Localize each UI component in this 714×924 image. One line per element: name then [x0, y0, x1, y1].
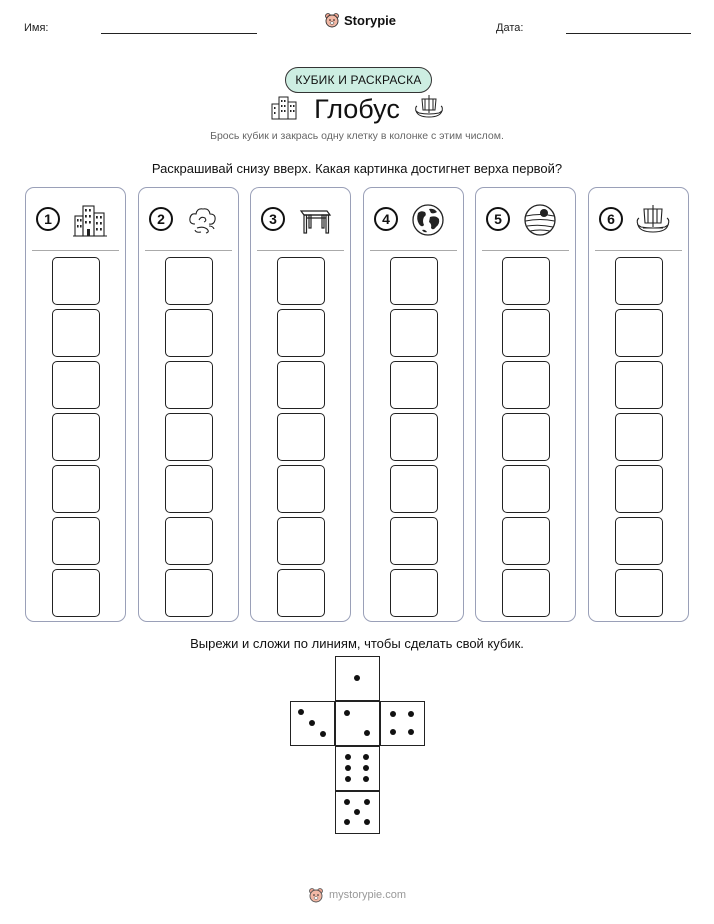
viking-ship-icon: [635, 202, 671, 238]
name-label: Имя:: [24, 22, 49, 34]
coloring-cell: [390, 361, 438, 409]
column-1: [25, 187, 126, 622]
coloring-cell: [615, 569, 663, 617]
column-3: [250, 187, 351, 622]
coloring-cell: [277, 569, 325, 617]
activity-badge: КУБИК И РАСКРАСКА: [285, 67, 432, 93]
name-line: [101, 33, 257, 34]
coloring-cell: [52, 517, 100, 565]
column-number: 3: [261, 207, 285, 231]
coloring-cell: [165, 413, 213, 461]
die-face-5: [335, 791, 380, 834]
coloring-cell: [277, 517, 325, 565]
coloring-cell: [277, 465, 325, 513]
column-6: [588, 187, 689, 622]
coloring-cell: [615, 309, 663, 357]
column-divider: [595, 250, 682, 251]
coloring-cell: [52, 413, 100, 461]
column-number: 1: [36, 207, 60, 231]
column-5: [475, 187, 576, 622]
date-line: [566, 33, 691, 34]
bear-icon: [324, 12, 340, 28]
die-face-2: [335, 701, 380, 746]
column-4: [363, 187, 464, 622]
column-number: 5: [486, 207, 510, 231]
die-face-3: [290, 701, 335, 746]
coloring-cell: [615, 465, 663, 513]
cut-instruction: Вырежи и сложи по линиям, чтобы сделать свой кубик.: [190, 636, 524, 651]
wind-cloud-icon: [185, 202, 221, 238]
column-divider: [370, 250, 457, 251]
coloring-cell: [390, 569, 438, 617]
coloring-cell: [390, 309, 438, 357]
brand-logo: [324, 12, 396, 28]
coloring-cell: [615, 517, 663, 565]
coloring-cell: [502, 413, 550, 461]
die-face-4: [380, 701, 425, 746]
coloring-cell: [52, 257, 100, 305]
instruction-text: Раскрашивай снизу вверх. Какая картинка достигнет верха первой?: [151, 161, 563, 176]
coloring-cell: [52, 361, 100, 409]
table-icon: [297, 202, 333, 238]
coloring-cell: [615, 413, 663, 461]
bear-icon: [308, 887, 324, 903]
coloring-cell: [165, 465, 213, 513]
planet-icon: [522, 202, 558, 238]
footer: [0, 887, 714, 903]
coloring-cell: [502, 569, 550, 617]
coloring-cell: [390, 517, 438, 565]
die-face-6: [335, 746, 380, 791]
column-number: 6: [599, 207, 623, 231]
page-title: Глобус: [314, 94, 400, 124]
coloring-cell: [52, 569, 100, 617]
coloring-cell: [165, 517, 213, 565]
coloring-cell: [390, 413, 438, 461]
column-number: 2: [149, 207, 173, 231]
column-number: 4: [374, 207, 398, 231]
city-buildings-icon: [72, 202, 108, 238]
coloring-cell: [277, 413, 325, 461]
column-divider: [257, 250, 344, 251]
die-face-1: [335, 656, 380, 701]
column-divider: [145, 250, 232, 251]
viking-ship-icon: [414, 93, 444, 121]
coloring-cell: [165, 257, 213, 305]
coloring-cell: [502, 361, 550, 409]
coloring-cell: [615, 257, 663, 305]
coloring-cell: [502, 309, 550, 357]
coloring-cell: [277, 257, 325, 305]
coloring-cell: [502, 465, 550, 513]
column-divider: [32, 250, 119, 251]
column-2: [138, 187, 239, 622]
column-divider: [482, 250, 569, 251]
coloring-cell: [165, 569, 213, 617]
coloring-cell: [390, 465, 438, 513]
coloring-cell: [615, 361, 663, 409]
brand-name: Storypie: [344, 12, 397, 28]
subtitle: Брось кубик и закрась одну клетку в колонке с этим числом.: [210, 130, 504, 142]
coloring-cell: [277, 361, 325, 409]
coloring-cell: [165, 361, 213, 409]
coloring-cell: [52, 309, 100, 357]
coloring-cell: [502, 257, 550, 305]
coloring-cell: [52, 465, 100, 513]
coloring-cell: [390, 257, 438, 305]
coloring-cell: [165, 309, 213, 357]
date-label: Дата:: [496, 22, 524, 34]
globe-icon: [410, 202, 446, 238]
footer-site: mystorypie.com: [328, 889, 407, 901]
coloring-cell: [277, 309, 325, 357]
coloring-cell: [502, 517, 550, 565]
